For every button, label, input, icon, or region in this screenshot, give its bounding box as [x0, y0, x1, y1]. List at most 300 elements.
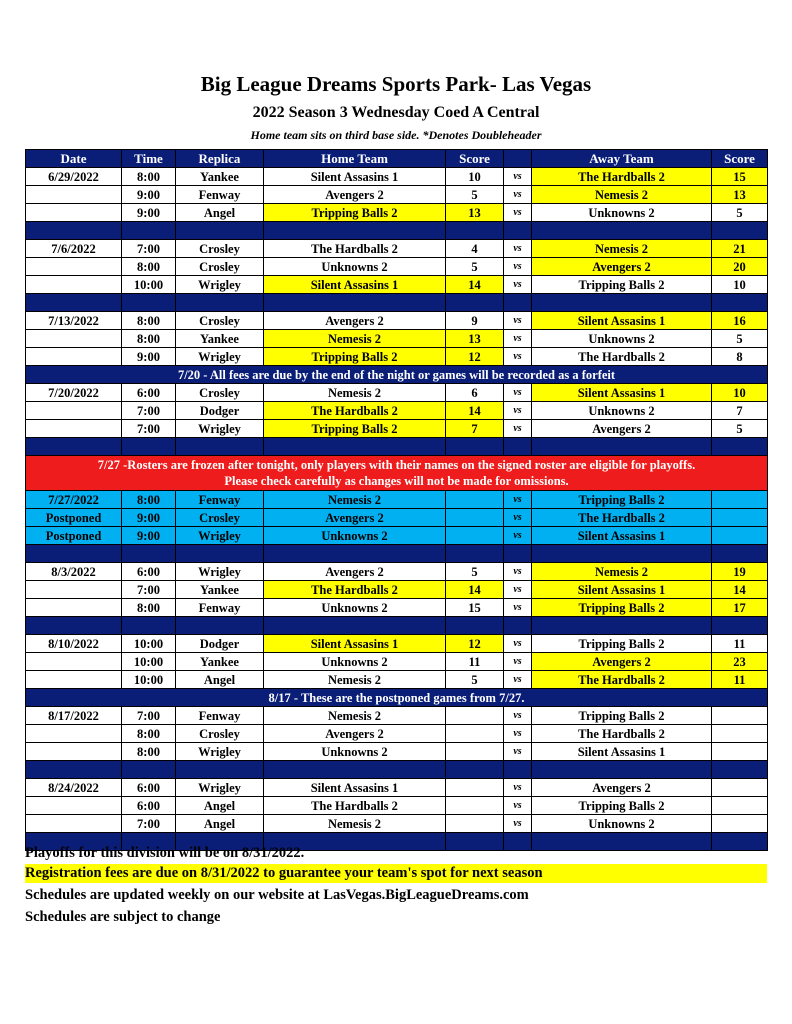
- away-score: 13: [712, 186, 768, 204]
- game-row: [26, 384, 768, 402]
- game-replica: Wrigley: [176, 420, 264, 438]
- vs-label: vs: [504, 725, 532, 743]
- away-team: Avengers 2: [532, 653, 712, 671]
- schedule-table: [25, 149, 768, 851]
- away-score: 20: [712, 258, 768, 276]
- game-row: [26, 348, 768, 366]
- home-score: 14: [446, 581, 504, 599]
- home-score: 5: [446, 671, 504, 689]
- game-row: [26, 779, 768, 797]
- home-team: Avengers 2: [264, 509, 446, 527]
- vs-label: vs: [504, 348, 532, 366]
- game-replica: Yankee: [176, 168, 264, 186]
- home-team: Unknowns 2: [264, 599, 446, 617]
- home-score: 5: [446, 258, 504, 276]
- game-row: [26, 725, 768, 743]
- away-team: Tripping Balls 2: [532, 491, 712, 509]
- vs-label: vs: [504, 509, 532, 527]
- home-score: [446, 707, 504, 725]
- home-score: 9: [446, 312, 504, 330]
- home-team: Silent Assasins 1: [264, 779, 446, 797]
- game-date: Postponed: [26, 509, 122, 527]
- game-row: [26, 797, 768, 815]
- game-row: [26, 815, 768, 833]
- game-replica: Crosley: [176, 509, 264, 527]
- game-row: [26, 653, 768, 671]
- game-time: 10:00: [122, 635, 176, 653]
- separator-cell: [264, 222, 446, 240]
- home-team: Unknowns 2: [264, 653, 446, 671]
- separator-cell: [504, 833, 532, 851]
- game-row: [26, 527, 768, 545]
- home-score: 11: [446, 653, 504, 671]
- separator-cell: [176, 761, 264, 779]
- game-replica: Crosley: [176, 312, 264, 330]
- separator-cell: [122, 761, 176, 779]
- game-date: [26, 671, 122, 689]
- home-team: The Hardballs 2: [264, 402, 446, 420]
- separator-cell: [446, 617, 504, 635]
- week-separator: [26, 222, 768, 240]
- game-replica: Wrigley: [176, 348, 264, 366]
- header-away-score: Score: [712, 150, 768, 168]
- game-date: [26, 204, 122, 222]
- game-replica: Fenway: [176, 599, 264, 617]
- vs-label: vs: [504, 599, 532, 617]
- game-replica: Yankee: [176, 581, 264, 599]
- game-date: 8/17/2022: [26, 707, 122, 725]
- separator-cell: [26, 617, 122, 635]
- game-row: [26, 509, 768, 527]
- vs-label: vs: [504, 653, 532, 671]
- game-row: [26, 671, 768, 689]
- game-row: [26, 491, 768, 509]
- game-replica: Crosley: [176, 258, 264, 276]
- away-team: Unknowns 2: [532, 815, 712, 833]
- week-separator: [26, 438, 768, 456]
- week-separator: [26, 545, 768, 563]
- separator-cell: [122, 222, 176, 240]
- page-subtitle: 2022 Season 3 Wednesday Coed A Central: [252, 104, 540, 121]
- away-score: [712, 491, 768, 509]
- away-team: Nemesis 2: [532, 240, 712, 258]
- separator-cell: [532, 545, 712, 563]
- separator-cell: [504, 294, 532, 312]
- separator-cell: [264, 545, 446, 563]
- vs-label: vs: [504, 312, 532, 330]
- game-date: 7/27/2022: [26, 491, 122, 509]
- home-score: [446, 815, 504, 833]
- game-time: 9:00: [122, 509, 176, 527]
- away-team: Silent Assasins 1: [532, 312, 712, 330]
- vs-label: vs: [504, 563, 532, 581]
- home-team: The Hardballs 2: [264, 581, 446, 599]
- home-score: 14: [446, 402, 504, 420]
- website-notice: Schedules are updated weekly on our website at LasVegas.BigLeagueDreams.com: [25, 887, 529, 903]
- vs-label: vs: [504, 779, 532, 797]
- vs-label: vs: [504, 420, 532, 438]
- game-replica: Fenway: [176, 707, 264, 725]
- registration-notice: Registration fees are due on 8/31/2022 to guarantee your team's spot for next season: [25, 864, 767, 883]
- home-score: 15: [446, 599, 504, 617]
- game-row: [26, 635, 768, 653]
- game-time: 7:00: [122, 581, 176, 599]
- game-date: [26, 420, 122, 438]
- game-time: 8:00: [122, 743, 176, 761]
- home-team: Nemesis 2: [264, 707, 446, 725]
- header-date: Date: [26, 150, 122, 168]
- away-team: Unknowns 2: [532, 402, 712, 420]
- away-score: 5: [712, 420, 768, 438]
- away-team: Silent Assasins 1: [532, 384, 712, 402]
- away-score: 5: [712, 330, 768, 348]
- separator-cell: [532, 294, 712, 312]
- separator-cell: [532, 222, 712, 240]
- vs-label: vs: [504, 276, 532, 294]
- vs-label: vs: [504, 258, 532, 276]
- header-away-team: Away Team: [532, 150, 712, 168]
- away-score: 10: [712, 384, 768, 402]
- game-replica: Dodger: [176, 402, 264, 420]
- home-team: Avengers 2: [264, 563, 446, 581]
- home-score: [446, 509, 504, 527]
- game-date: [26, 653, 122, 671]
- home-score: 12: [446, 635, 504, 653]
- game-date: [26, 599, 122, 617]
- game-time: 8:00: [122, 330, 176, 348]
- away-team: Silent Assasins 1: [532, 581, 712, 599]
- header-replica: Replica: [176, 150, 264, 168]
- game-time: 7:00: [122, 815, 176, 833]
- page-title: Big League Dreams Sports Park- Las Vegas: [200, 72, 592, 96]
- away-score: 23: [712, 653, 768, 671]
- game-replica: Crosley: [176, 240, 264, 258]
- home-team: Silent Assasins 1: [264, 635, 446, 653]
- game-date: 7/6/2022: [26, 240, 122, 258]
- game-row: [26, 581, 768, 599]
- separator-cell: [264, 294, 446, 312]
- home-score: [446, 797, 504, 815]
- game-time: 6:00: [122, 797, 176, 815]
- schedule-change-notice: Schedules are subject to change: [25, 909, 221, 925]
- game-replica: Wrigley: [176, 563, 264, 581]
- game-replica: Angel: [176, 797, 264, 815]
- home-score: 7: [446, 420, 504, 438]
- game-replica: Yankee: [176, 653, 264, 671]
- game-replica: Fenway: [176, 491, 264, 509]
- away-team: Avengers 2: [532, 420, 712, 438]
- game-replica: Wrigley: [176, 527, 264, 545]
- separator-cell: [712, 294, 768, 312]
- vs-label: vs: [504, 671, 532, 689]
- game-time: 10:00: [122, 671, 176, 689]
- separator-cell: [712, 545, 768, 563]
- separator-cell: [26, 545, 122, 563]
- away-score: 15: [712, 168, 768, 186]
- game-time: 6:00: [122, 384, 176, 402]
- away-team: Tripping Balls 2: [532, 797, 712, 815]
- home-team: Silent Assasins 1: [264, 276, 446, 294]
- game-row: [26, 743, 768, 761]
- home-score: 10: [446, 168, 504, 186]
- game-replica: Crosley: [176, 384, 264, 402]
- vs-label: vs: [504, 204, 532, 222]
- notice-text: 8/17 - These are the postponed games from 7/27.: [26, 689, 768, 707]
- game-row: [26, 599, 768, 617]
- vs-label: vs: [504, 168, 532, 186]
- home-score: 6: [446, 384, 504, 402]
- away-score: 5: [712, 204, 768, 222]
- separator-cell: [122, 545, 176, 563]
- away-team: Silent Assasins 1: [532, 527, 712, 545]
- game-date: [26, 276, 122, 294]
- separator-cell: [446, 833, 504, 851]
- game-row: [26, 168, 768, 186]
- home-score: [446, 779, 504, 797]
- game-replica: Yankee: [176, 330, 264, 348]
- home-team: Nemesis 2: [264, 491, 446, 509]
- separator-cell: [446, 545, 504, 563]
- home-score: 13: [446, 204, 504, 222]
- away-score: [712, 815, 768, 833]
- away-team: Tripping Balls 2: [532, 599, 712, 617]
- away-team: Avengers 2: [532, 258, 712, 276]
- home-team: Avengers 2: [264, 725, 446, 743]
- home-score: [446, 725, 504, 743]
- game-replica: Dodger: [176, 635, 264, 653]
- home-team: Nemesis 2: [264, 384, 446, 402]
- separator-cell: [712, 438, 768, 456]
- separator-cell: [712, 222, 768, 240]
- away-score: 11: [712, 635, 768, 653]
- separator-cell: [176, 545, 264, 563]
- game-time: 8:00: [122, 168, 176, 186]
- game-replica: Wrigley: [176, 276, 264, 294]
- roster-alert: [26, 456, 768, 491]
- game-date: 7/20/2022: [26, 384, 122, 402]
- game-row: [26, 204, 768, 222]
- vs-label: vs: [504, 402, 532, 420]
- game-date: [26, 330, 122, 348]
- game-row: [26, 707, 768, 725]
- separator-cell: [532, 617, 712, 635]
- game-time: 8:00: [122, 312, 176, 330]
- game-row: [26, 312, 768, 330]
- home-score: 5: [446, 563, 504, 581]
- header-vs: [504, 150, 532, 168]
- vs-label: vs: [504, 240, 532, 258]
- game-replica: Fenway: [176, 186, 264, 204]
- away-score: [712, 725, 768, 743]
- away-team: The Hardballs 2: [532, 671, 712, 689]
- away-team: Silent Assasins 1: [532, 743, 712, 761]
- notice-row: [26, 366, 768, 384]
- away-score: 10: [712, 276, 768, 294]
- game-row: [26, 563, 768, 581]
- separator-cell: [446, 294, 504, 312]
- vs-label: vs: [504, 527, 532, 545]
- away-team: Nemesis 2: [532, 563, 712, 581]
- separator-cell: [122, 617, 176, 635]
- game-date: [26, 815, 122, 833]
- game-replica: Angel: [176, 671, 264, 689]
- separator-cell: [532, 438, 712, 456]
- separator-cell: [176, 617, 264, 635]
- game-row: [26, 276, 768, 294]
- separator-cell: [446, 438, 504, 456]
- away-score: [712, 707, 768, 725]
- game-date: [26, 743, 122, 761]
- separator-cell: [122, 294, 176, 312]
- game-time: 8:00: [122, 258, 176, 276]
- game-date: [26, 186, 122, 204]
- home-team: Nemesis 2: [264, 815, 446, 833]
- game-row: [26, 240, 768, 258]
- away-team: Tripping Balls 2: [532, 276, 712, 294]
- separator-cell: [712, 617, 768, 635]
- separator-cell: [26, 222, 122, 240]
- game-date: [26, 725, 122, 743]
- away-team: Tripping Balls 2: [532, 707, 712, 725]
- game-date: [26, 402, 122, 420]
- game-time: 8:00: [122, 491, 176, 509]
- separator-cell: [504, 438, 532, 456]
- separator-cell: [264, 617, 446, 635]
- away-team: Unknowns 2: [532, 330, 712, 348]
- game-replica: Angel: [176, 204, 264, 222]
- separator-cell: [504, 761, 532, 779]
- away-score: 16: [712, 312, 768, 330]
- vs-label: vs: [504, 384, 532, 402]
- away-score: 17: [712, 599, 768, 617]
- week-separator: [26, 294, 768, 312]
- game-row: [26, 258, 768, 276]
- game-time: 9:00: [122, 204, 176, 222]
- header-home-score: Score: [446, 150, 504, 168]
- home-team: Tripping Balls 2: [264, 420, 446, 438]
- home-score: 5: [446, 186, 504, 204]
- playoffs-notice: Playoffs for this division will be on 8/31/2022.: [25, 845, 305, 861]
- separator-cell: [446, 222, 504, 240]
- game-time: 6:00: [122, 563, 176, 581]
- vs-label: vs: [504, 330, 532, 348]
- away-score: 8: [712, 348, 768, 366]
- vs-label: vs: [504, 815, 532, 833]
- table-header-row: [26, 150, 768, 168]
- game-replica: Wrigley: [176, 779, 264, 797]
- game-row: [26, 402, 768, 420]
- vs-label: vs: [504, 186, 532, 204]
- game-date: Postponed: [26, 527, 122, 545]
- away-score: [712, 509, 768, 527]
- notice-text: 7/20 - All fees are due by the end of the night or games will be recorded as a forfeit: [26, 366, 768, 384]
- separator-cell: [26, 294, 122, 312]
- separator-cell: [712, 761, 768, 779]
- game-date: [26, 797, 122, 815]
- separator-cell: [532, 833, 712, 851]
- game-time: 7:00: [122, 402, 176, 420]
- game-row: [26, 330, 768, 348]
- vs-label: vs: [504, 797, 532, 815]
- game-date: [26, 348, 122, 366]
- notice-row: [26, 689, 768, 707]
- vs-label: vs: [504, 581, 532, 599]
- game-time: 9:00: [122, 527, 176, 545]
- away-score: 21: [712, 240, 768, 258]
- separator-cell: [532, 761, 712, 779]
- home-score: 13: [446, 330, 504, 348]
- game-time: 9:00: [122, 186, 176, 204]
- home-team: The Hardballs 2: [264, 240, 446, 258]
- vs-label: vs: [504, 491, 532, 509]
- away-team: The Hardballs 2: [532, 348, 712, 366]
- header-home-team: Home Team: [264, 150, 446, 168]
- game-date: [26, 581, 122, 599]
- roster-alert-line-2: Please check carefully as changes will not be made for omissions.: [224, 474, 569, 488]
- game-replica: Angel: [176, 815, 264, 833]
- home-team: Avengers 2: [264, 312, 446, 330]
- away-score: [712, 527, 768, 545]
- away-score: 14: [712, 581, 768, 599]
- game-date: [26, 258, 122, 276]
- vs-label: vs: [504, 707, 532, 725]
- away-team: The Hardballs 2: [532, 168, 712, 186]
- game-replica: Crosley: [176, 725, 264, 743]
- separator-cell: [264, 438, 446, 456]
- vs-label: vs: [504, 743, 532, 761]
- game-replica: Wrigley: [176, 743, 264, 761]
- vs-label: vs: [504, 635, 532, 653]
- home-team: Unknowns 2: [264, 258, 446, 276]
- home-team: Unknowns 2: [264, 743, 446, 761]
- away-score: 7: [712, 402, 768, 420]
- game-time: 7:00: [122, 707, 176, 725]
- away-score: [712, 797, 768, 815]
- home-score: 14: [446, 276, 504, 294]
- roster-alert-row: [26, 456, 768, 491]
- home-score: [446, 527, 504, 545]
- separator-cell: [504, 617, 532, 635]
- away-team: The Hardballs 2: [532, 509, 712, 527]
- game-row: [26, 420, 768, 438]
- game-date: 6/29/2022: [26, 168, 122, 186]
- away-score: [712, 743, 768, 761]
- game-date: 8/10/2022: [26, 635, 122, 653]
- game-time: 8:00: [122, 725, 176, 743]
- separator-cell: [176, 222, 264, 240]
- header-time: Time: [122, 150, 176, 168]
- separator-cell: [26, 761, 122, 779]
- away-team: Nemesis 2: [532, 186, 712, 204]
- separator-cell: [264, 761, 446, 779]
- separator-cell: [504, 222, 532, 240]
- week-separator: [26, 617, 768, 635]
- away-team: Avengers 2: [532, 779, 712, 797]
- home-team: Avengers 2: [264, 186, 446, 204]
- away-team: The Hardballs 2: [532, 725, 712, 743]
- game-date: 8/3/2022: [26, 563, 122, 581]
- week-separator: [26, 761, 768, 779]
- home-score: [446, 491, 504, 509]
- separator-cell: [122, 438, 176, 456]
- away-team: Tripping Balls 2: [532, 635, 712, 653]
- game-time: 7:00: [122, 240, 176, 258]
- away-score: [712, 779, 768, 797]
- game-time: 6:00: [122, 779, 176, 797]
- game-date: 7/13/2022: [26, 312, 122, 330]
- separator-cell: [26, 438, 122, 456]
- game-time: 10:00: [122, 653, 176, 671]
